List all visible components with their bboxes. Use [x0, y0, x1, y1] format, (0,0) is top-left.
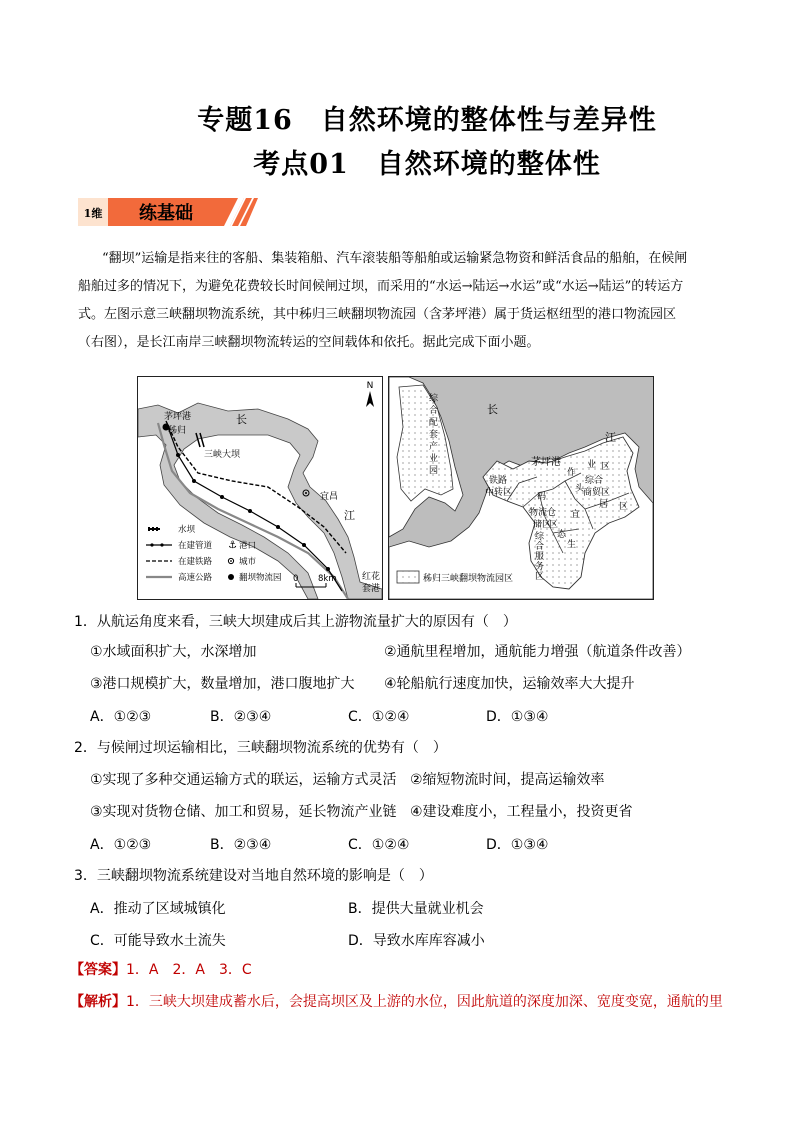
q2-choice-b[interactable]: B．②③④: [210, 837, 272, 853]
q3-choice-b[interactable]: B．提供大量就业机会: [348, 901, 484, 917]
section-title: 练基础: [139, 203, 193, 224]
svg-text:区: 区: [619, 502, 629, 512]
q1-choice-c[interactable]: C．①②④: [348, 709, 410, 725]
svg-text:生: 生: [567, 540, 577, 550]
answer-text: 1．A 2．A 3．C: [126, 962, 252, 978]
svg-text:茅坪港: 茅坪港: [531, 457, 561, 468]
svg-text:长: 长: [487, 403, 498, 416]
q2-choice-c[interactable]: C．①②④: [348, 837, 410, 853]
svg-text:长: 长: [236, 413, 247, 426]
svg-text:业: 业: [587, 460, 597, 470]
q1-choice-d[interactable]: D．①③④: [486, 709, 549, 725]
svg-text:秭归: 秭归: [168, 426, 187, 436]
section-banner: [78, 195, 258, 229]
svg-text:服: 服: [535, 552, 545, 562]
q2-choice-d[interactable]: D．①③④: [486, 837, 549, 853]
svg-text:态: 态: [557, 530, 567, 540]
svg-text:务: 务: [535, 562, 545, 572]
svg-text:综: 综: [429, 394, 439, 404]
svg-text:红花: 红花: [362, 572, 381, 582]
q1-choice-b[interactable]: B．②③④: [210, 709, 272, 725]
q1-stem: 1．从航运角度来看，三峡大坝建成后其上游物流量扩大的原因有（ ）: [74, 614, 517, 630]
q1-item-1: ①水域面积扩大，水深增加: [90, 644, 257, 660]
svg-text:8km: 8km: [318, 574, 337, 584]
svg-text:宜: 宜: [571, 510, 581, 520]
svg-text:储区: 储区: [533, 520, 552, 530]
q2-item-4: ④建设难度小，工程量小，投资更省: [410, 804, 633, 820]
svg-text:城市: 城市: [239, 557, 257, 567]
svg-text:码: 码: [537, 492, 547, 502]
right-map-legend: 秭归三峡翻坝物流园区: [423, 574, 514, 584]
svg-text:港口: 港口: [239, 541, 257, 551]
north-arrow-icon: [366, 381, 374, 407]
svg-text:⚓: ⚓: [228, 540, 237, 551]
page-subtitle: 考点01 自然环境的整体性: [253, 149, 601, 180]
analysis-label: 【解析】: [70, 994, 126, 1010]
section-badge: 1维: [83, 207, 103, 220]
svg-text:中转区: 中转区: [485, 488, 513, 498]
q3-stem: 3．三峡翻坝物流系统建设对当地自然环境的影响是（ ）: [74, 868, 433, 884]
analysis-text: 1．三峡大坝建成蓄水后，会提高坝区及上游的水位，因此航道的深度加深、宽度变宽，通航的里: [126, 994, 723, 1010]
q1-item-2: ②通航里程增加，通航能力增强（航道条件改善）: [384, 644, 691, 660]
q3-choice-a[interactable]: A．推动了区域城镇化: [90, 901, 226, 917]
svg-text:作: 作: [567, 468, 577, 478]
analysis-line: [70, 992, 723, 1012]
svg-text:N: N: [366, 381, 374, 391]
svg-text:翻坝物流园: 翻坝物流园: [239, 573, 282, 583]
svg-text:园: 园: [429, 466, 439, 476]
svg-text:铁路: 铁路: [489, 476, 508, 486]
svg-text:茅坪港: 茅坪港: [164, 412, 192, 422]
svg-text:江: 江: [605, 431, 616, 444]
svg-text:区: 区: [535, 572, 545, 582]
svg-text:物流仓: 物流仓: [529, 508, 557, 518]
q2-item-3: ③实现对货物仓储、加工和贸易，延长物流产业链: [90, 804, 397, 820]
left-map: [137, 376, 383, 600]
page-title: 专题16 自然环境的整体性与差异性: [197, 105, 657, 136]
svg-text:综: 综: [535, 532, 545, 542]
answer-label: 【答案】: [70, 962, 126, 978]
svg-text:居: 居: [599, 500, 609, 510]
svg-text:合: 合: [535, 542, 545, 552]
svg-text:宜昌: 宜昌: [320, 492, 339, 502]
svg-text:合: 合: [429, 406, 439, 416]
q2-item-2: ②缩短物流时间，提高运输效率: [410, 772, 605, 788]
svg-text:江: 江: [344, 509, 355, 522]
q3-choice-c[interactable]: C．可能导致水土流失: [90, 933, 226, 949]
q2-stem: 2．与候闸过坝运输相比，三峡翻坝物流系统的优势有（ ）: [74, 740, 447, 756]
svg-text:商贸区: 商贸区: [583, 488, 611, 498]
q1-item-3: ③港口规模扩大，数量增加，港口腹地扩大: [90, 676, 355, 692]
svg-text:区: 区: [549, 520, 559, 530]
answer-line: [70, 960, 252, 980]
svg-text:水坝: 水坝: [178, 525, 196, 535]
svg-text:综合: 综合: [585, 476, 604, 486]
q1-item-4: ④轮船航行速度加快，运输效率大大提升: [384, 676, 635, 692]
intro-line-4: （右图），是长江南岸三峡翻坝物流转运的空间载体和依托。据此完成下面小题。: [78, 335, 540, 350]
svg-text:在建管道: 在建管道: [178, 541, 213, 551]
svg-text:业: 业: [429, 454, 439, 464]
svg-text:在建铁路: 在建铁路: [178, 557, 213, 567]
q3-choice-d[interactable]: D．导致水库库容减小: [348, 933, 485, 949]
svg-text:套: 套: [429, 430, 439, 440]
q2-choice-a[interactable]: A．①②③: [90, 837, 152, 853]
intro-line-1: “翻坝”运输是指来往的客船、集装箱船、汽车滚装船等船舶或运输紧急物资和鲜活食品的船舶，在候闸: [102, 251, 688, 266]
svg-text:区: 区: [601, 462, 611, 472]
q1-choice-a[interactable]: A．①②③: [90, 709, 152, 725]
svg-text:套港: 套港: [362, 584, 381, 594]
right-map: [388, 376, 654, 600]
intro-line-2: 船舶过多的情况下，为避免花费较长时间候闸过坝，而采用的“水运→陆运→水运”或“水运→陆运”的转运方: [78, 279, 684, 294]
svg-text:配: 配: [429, 418, 439, 428]
intro-line-3: 式。左图示意三峡翻坝物流系统，其中秭归三峡翻坝物流园（含茅坪港）属于货运枢纽型的港口物流园区: [78, 307, 677, 322]
svg-text:高速公路: 高速公路: [178, 573, 213, 583]
svg-text:头: 头: [575, 484, 585, 494]
svg-text:0: 0: [293, 574, 299, 584]
svg-text:三峡大坝: 三峡大坝: [204, 450, 241, 460]
svg-text:产: 产: [429, 442, 439, 452]
q2-item-1: ①实现了多种交通运输方式的联运，运输方式灵活: [90, 772, 397, 788]
